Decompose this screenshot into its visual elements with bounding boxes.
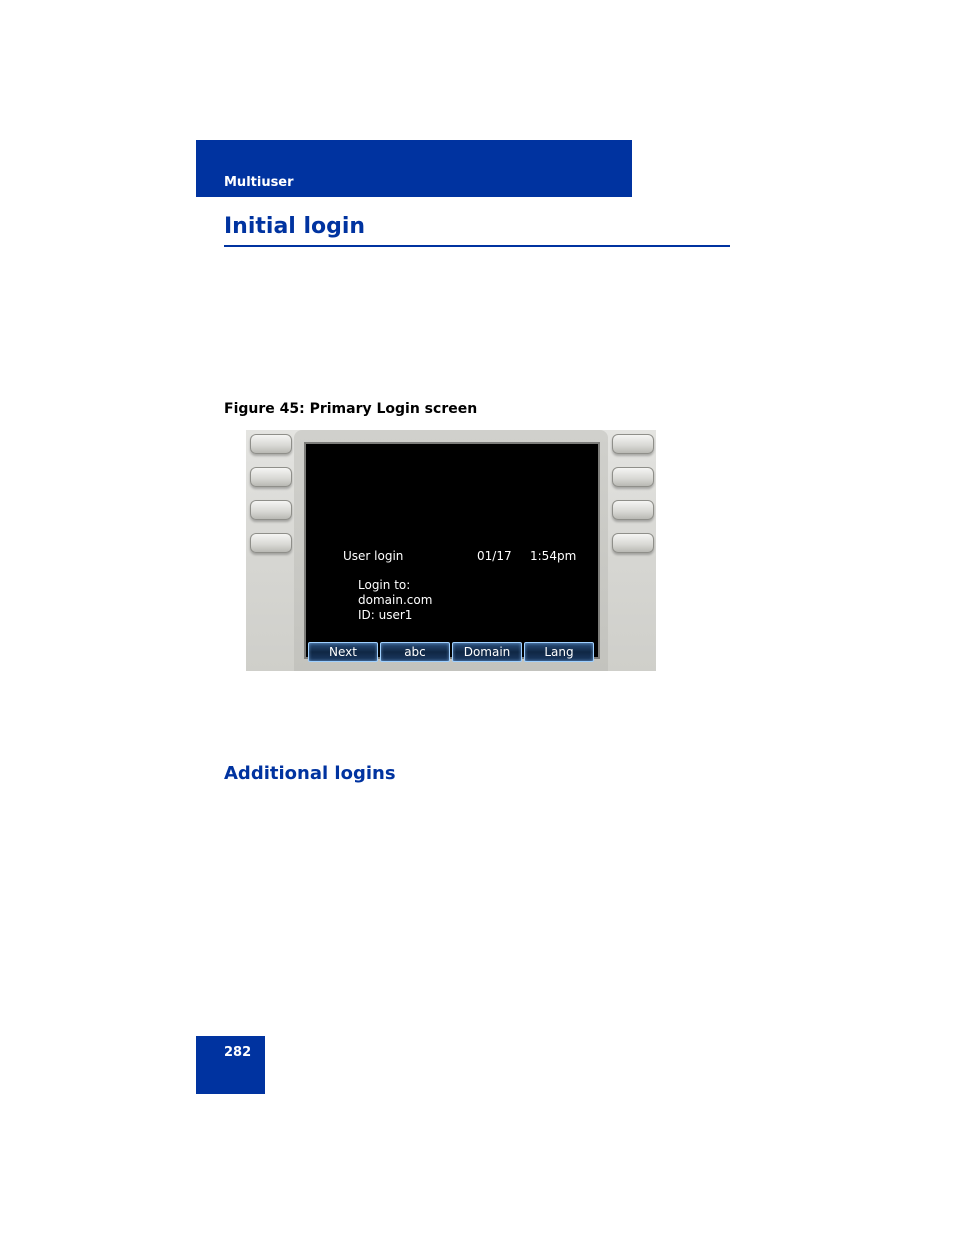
chapter-header-bar <box>196 140 632 197</box>
softkey-abc: abc <box>380 642 450 662</box>
right-line-key-2 <box>612 467 654 487</box>
figure-caption: Figure 45: Primary Login screen <box>224 401 478 417</box>
subsection-title: Additional logins <box>224 763 396 784</box>
phone-display-figure <box>246 430 656 671</box>
softkey-domain: Domain <box>452 642 522 662</box>
screen-time: 1:54pm <box>530 549 577 563</box>
section-title: Initial login <box>224 214 366 239</box>
phone-screen <box>304 442 600 659</box>
softkey-lang: Lang <box>524 642 594 662</box>
screen-title: User login <box>343 549 404 563</box>
screen-login-to: Login to: <box>358 578 411 592</box>
right-line-key-3 <box>612 500 654 520</box>
softkey-next: Next <box>308 642 378 662</box>
right-line-key-4 <box>612 533 654 553</box>
screen-user-id: ID: user1 <box>358 608 413 622</box>
section-divider <box>224 245 730 247</box>
page-number: 282 <box>224 1045 252 1060</box>
chapter-title: Multiuser <box>224 175 294 190</box>
left-line-key-2 <box>250 467 292 487</box>
left-line-key-4 <box>250 533 292 553</box>
left-line-key-3 <box>250 500 292 520</box>
page-number-box <box>196 1036 265 1094</box>
screen-date: 01/17 <box>477 549 512 563</box>
right-line-key-1 <box>612 434 654 454</box>
left-line-key-1 <box>250 434 292 454</box>
screen-domain: domain.com <box>358 593 433 607</box>
